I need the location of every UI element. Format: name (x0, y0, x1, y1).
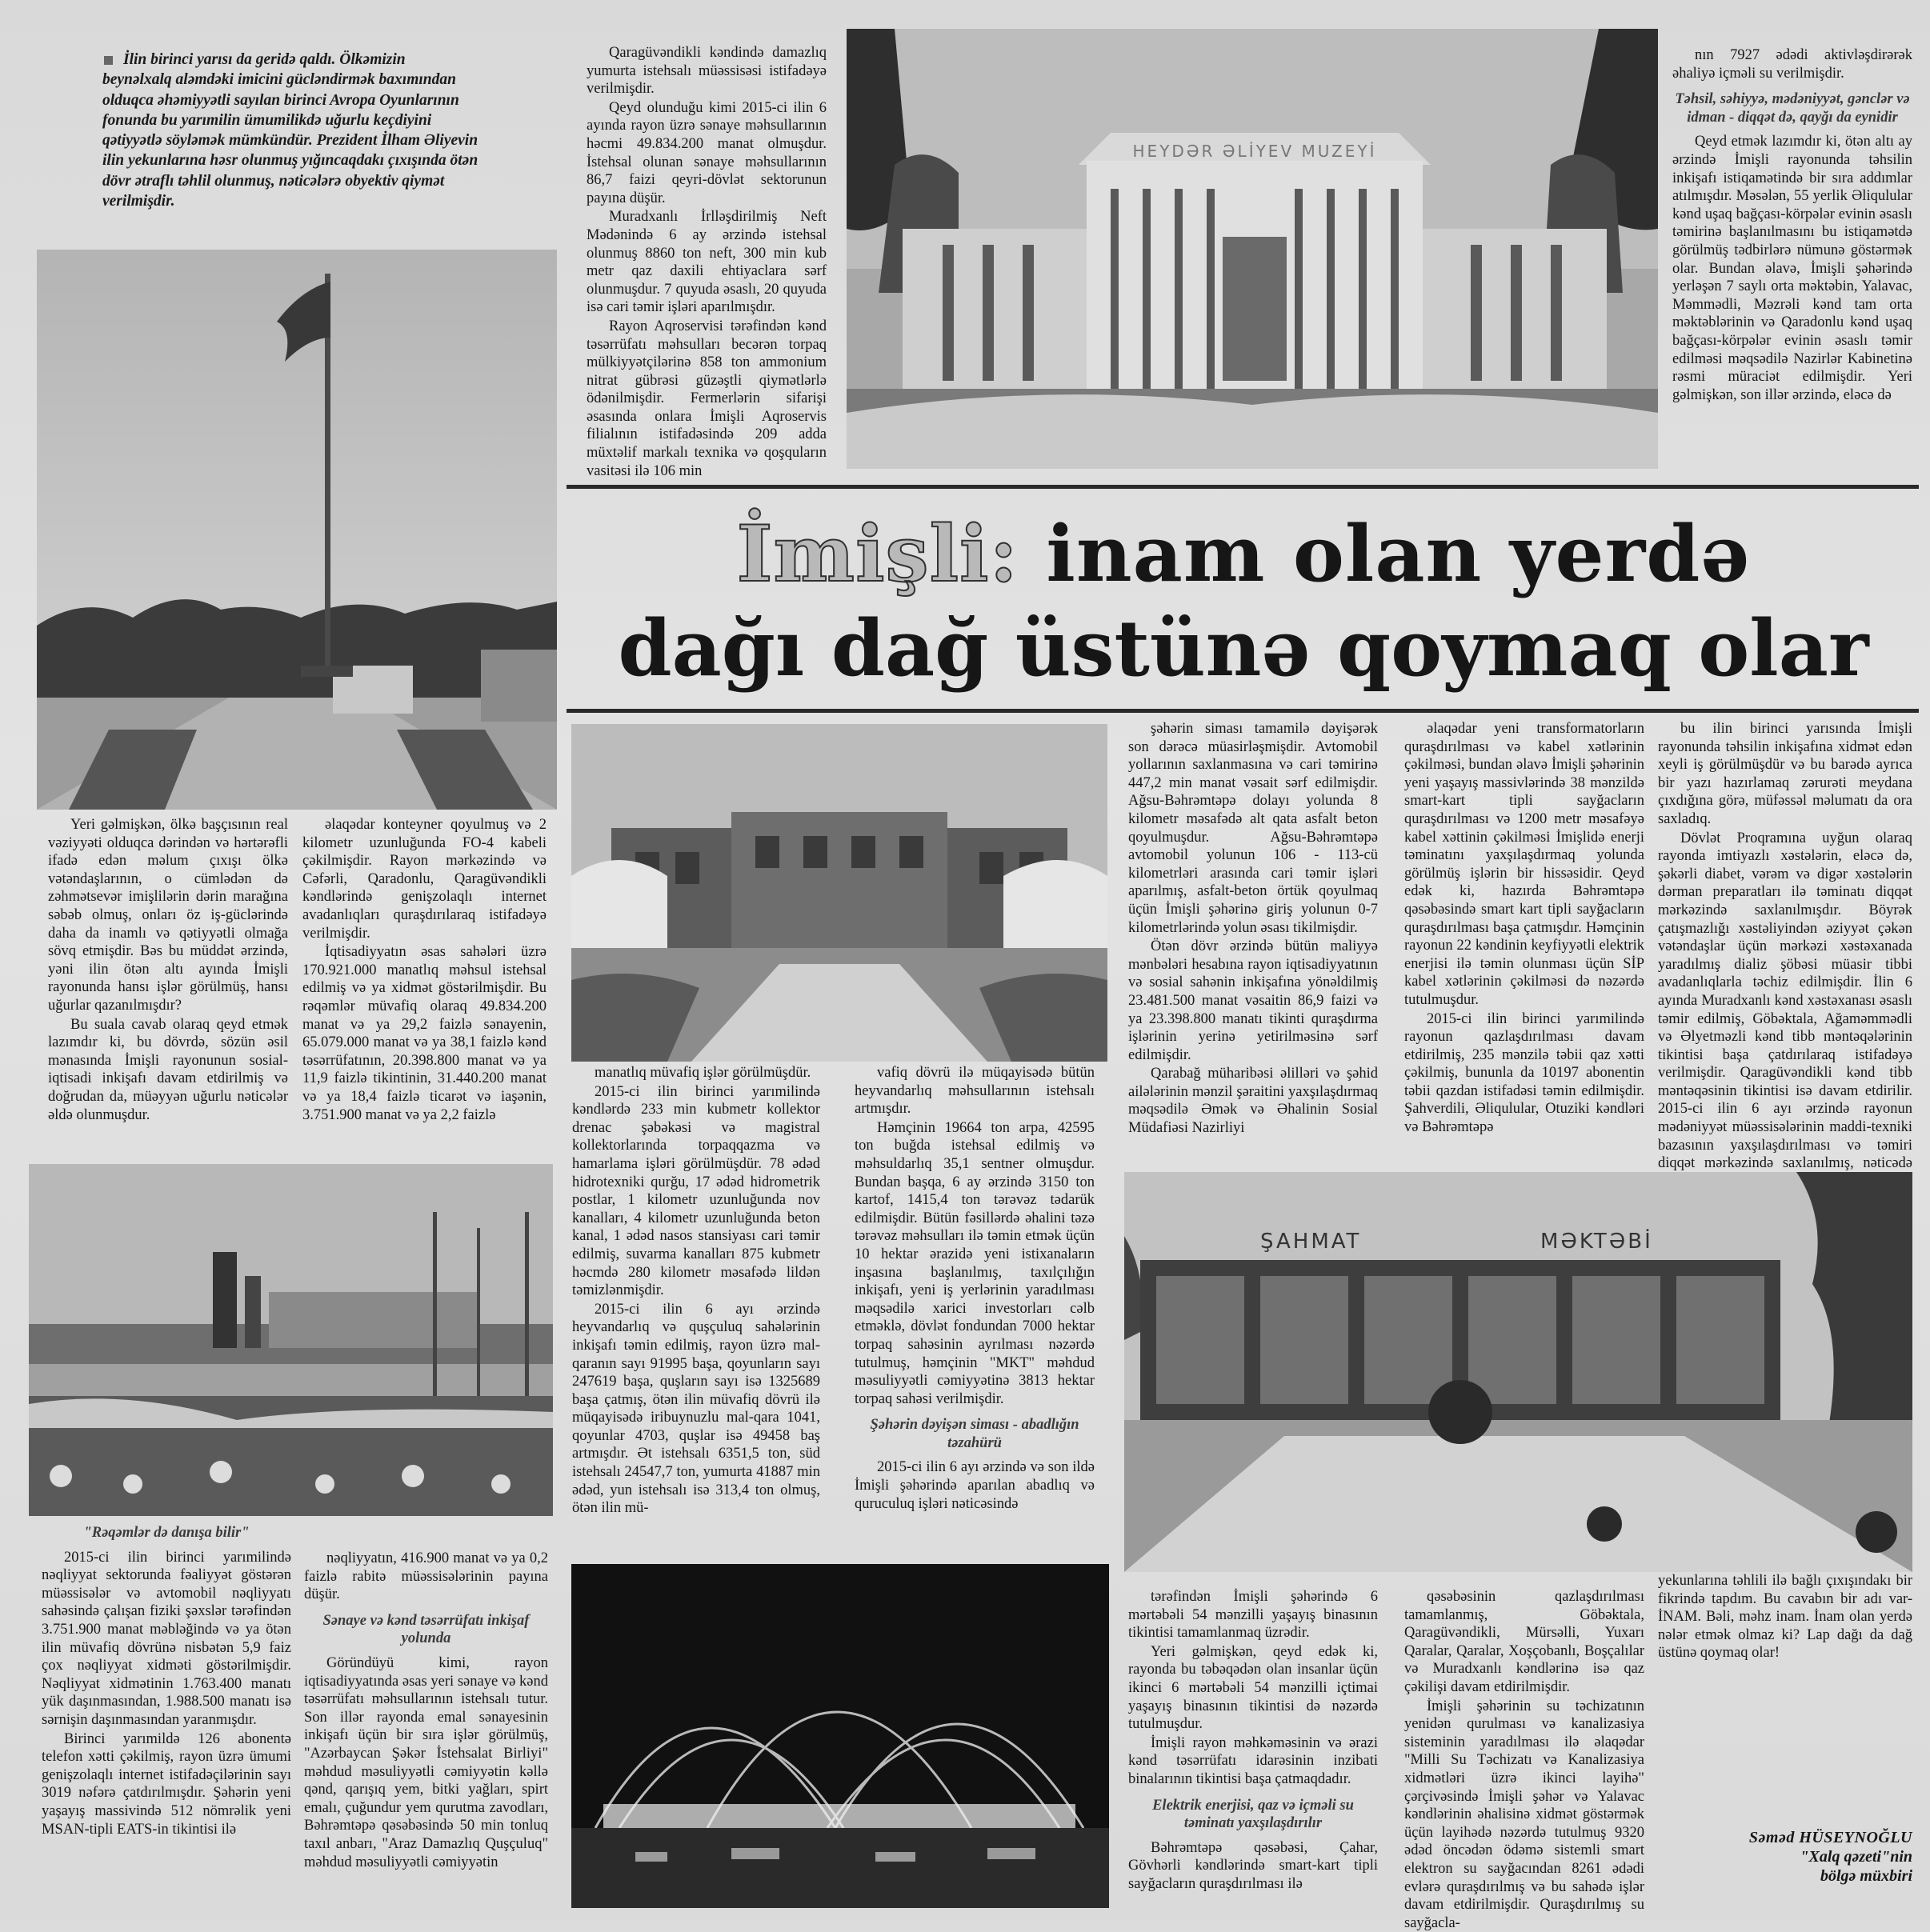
column-4 (855, 1064, 1095, 1568)
paragraph: manatlıq müvafiq işlər görülmüşdür. (595, 1065, 811, 1081)
paragraph: əlaqədar yeni transformatorların quraşdırılması və kabel xətlərinin çəkilməsi, bundan əlavə İmişli şəhərinin yeni yaşayış massivlərində 38 mənzildə smart-kart tipli sayğacların quraşdırılması və 1200 metr məsafəyə kabel xəttinin çəkilməsi İmişlidə enerji təminatını yaxşılaşdırmaq yolunda görülmüş işlərin bir hissəsidir. Qeyd edək ki, hazırda Bəhrəmtəpə qəsəbəsində smart kart tipli sayğacların quraşdırılması başa çatmışdır. Həmçinin rayonun 22 kəndinin keyfiyyətli elektrik enerjisi ilə təmin olunması üçün SİP kabel xətlərinin çəkilməsi də nəzərdə tutulmuşdur. (1404, 721, 1644, 1008)
headline-top-rule (567, 485, 1919, 489)
column-top-right (1672, 46, 1912, 482)
headline-word-imishli: İmişli: (736, 509, 1019, 599)
author-name: Səməd HÜSEYNOĞLU (1748, 1829, 1912, 1846)
paragraph: İmişli rayon məhkəməsinin və ərazi kənd təsərrüfatı idarəsinin inzibati binalarının tikintisi başa çatmaqdadır. (1128, 1734, 1378, 1787)
paragraph: Qeyd olunduğu kimi 2015-ci ilin 6 ayında rayon üzrə sənaye məhsullarının həcmi 49.834.200 manat olmuşdur. İstehsal olunan sənaye məhsullarının 86,7 faizi qeyri-dövlət sektorunun payına düşür. (587, 99, 827, 206)
column-b6 (1404, 1588, 1644, 1931)
chess-sign-right: MƏKTƏBİ (1540, 1230, 1653, 1254)
paragraph: 2015-ci ilin 6 ayı ərzində heyvandarlıq və quşçuluq sahələrinin inkişafı təmin edilmiş, rayon üzrə mal-qaranın sayı 91995 başa, qoyunların sayı 247619 başa, quşların sayı isə 1325689 başa çatmış, ötən ilin müvafiq dövrü ilə müqayisədə iribuynuzlu mal-qara 1041, qoyunlar 4703, quşlar isə 49458 baş artmışdır. Ət istehsalı 6351,5 ton, süd istehsalı 24547,7 ton, yumurta 41887 min ədəd, yun istehsalı isə 313,4 ton olmuş, ötən ilin mü- (572, 1301, 820, 1517)
subheading: Təhsil, səhiyyə, mədəniyyət, gənclər və idman - diqqət də, qayğı da eynidir (1675, 91, 1910, 126)
photo-chess-school (1124, 1172, 1912, 1572)
column-6 (1404, 720, 1644, 1168)
column-1 (48, 816, 288, 1158)
column-2 (302, 816, 547, 1158)
column-b5 (1128, 1588, 1378, 1916)
paragraph: tərəfindən İmişli şəhərində 6 mərtəbəli 54 mənzilli yaşayış binasının tikintisi tamamlanmaq üzrədir. (1128, 1589, 1378, 1642)
paragraph: Muradxanlı İrlləşdirilmiş Neft Mədənində 6 ay ərzində istehsal olunmuş 8860 ton neft, 300 min kub metr qaz daxili ehtiyaclara sərf olunmuşdur. 7 quyuda əsaslı, 20 quyuda isə cari təmir işləri aparılmışdır. (587, 209, 827, 316)
headline-bottom-rule (567, 709, 1919, 713)
headline-line-2: dağı dağ üstünə qoymaq olar (618, 603, 1869, 694)
photo-industrial-area (29, 1164, 553, 1516)
paragraph: Bəhrəmtəpə qəsəbəsi, Çahar, Gövhərli kəndlərində smart-kart tipli sayğacların quraşdırılması ilə (1128, 1839, 1378, 1892)
headline-line-1 (563, 510, 1924, 598)
paragraph: Qeyd etmək lazımdır ki, ötən altı ay ərzində İmişli rayonunda təhsilin inkişafı istiqamətində bir sıra addımlar atılmışdır. Məsələn, 55 yerlik Əliqulular kənd uşaq bağçası-körpələr evinin əsaslı təmirinə başlanılmasını bu istiqamətdə görülmüş tədbirlərə nümunə göstərmək olar. Bundan əlavə, İmişli şəhərində yerləşən 7 saylı orta məktəbin, Yalavac, Məmmədli, Məzrəli kənd tam orta məktəblərinin və Qaradonlu kənd uşaq bağçası-körpələr evinin əsaslı təmir edilməsi məqsədilə Nazirlər Kabinetinə rəsmi müraciət edilmişdir. Yeri gəlmişkən, son illər ərzində, eləcə də (1672, 134, 1912, 403)
author-role-line-2: bölgə müxbiri (1820, 1867, 1912, 1885)
subheading: "Rəqəmlər də danışa bilir" (83, 1525, 250, 1541)
paragraph: qəsəbəsinin qazlaşdırılması tamamlanmış, Göbəktala, Qaragüvəndikli, Mürsəlli, Yuxarı Qaralar, Qaralar, Xoşçobanlı, Boşçalılar və Muradxanlı kəndlərinə isə qaz çəkilişi davam etdirilmişdir. (1404, 1589, 1644, 1695)
paragraph: Bu suala cavab olaraq qeyd etmək lazımdır ki, bu dövrdə, sözün əsil mənasında İmişli rayonunun sosial-iqtisadi inkişafı davam etdirilmiş və doğrudan da, müəyyən uğurlu nəticələr əldə olunmuşdur. (48, 1016, 288, 1123)
photo-museum (847, 29, 1658, 469)
paragraph: əlaqədar konteyner qoyulmuş və 2 kilometr uzunluğunda FO-4 kabeli çəkilmişdir. Rayon mərkəzində və Cəfərli, Qaradonlu, Qaragüvəndikli kəndlərində genişzolaqlı internet avadanlıqları quraşdırılaraq istifadəyə verilmişdir. (302, 817, 547, 942)
paragraph: İmişli şəhərinin su təchizatının yenidən qurulması və kanalizasiya sisteminin yaradılması ilə əlaqədar "Milli Su Təchizatı və Kanalizasiya xidmətləri üzrə ikinci layihə" çərçivəsində İmişli şəhər və Yalavac kəndlərinin əhalisinə xidmət göstərmək üçün layihədə nəzərdə tutulmuş 9320 ədəd öncədən ödəmə sistemli smart elektron su sayğacından 8261 ədədi evlərə quraşdırılmış və bu sahədə işlər davam etdirilmişdir. Quraşdırılmış su sayğacla- (1404, 1698, 1644, 1931)
paragraph: vafiq dövrü ilə müqayisədə bütün heyvandarlıq məhsullarının istehsalı artmışdır. (855, 1065, 1095, 1118)
paragraph: Həmçinin 19664 ton arpa, 42595 ton buğda istehsal edilmiş və məhsuldarlıq 35,1 sentner olmuşdur. Bundan başqa, 6 ay ərzində 3150 ton kartof, 1415,4 ton tərəvəz tədarük edilmişdir. Bütün fəsillərdə əhalini təzə tərəvəz məhsulları ilə təmin etmək üçün 10 hektar ərazidə yeni istixanaların inşasına başlanılmış, taxılçılığın inkişafı, yeni iş yerlərinin yaradılması məqsədilə xarici investorları cəlb etməklə, dövlət fondundan 7000 hektar torpaq sahəsinin ayrılması nəzərdə tutulmuş, həmçinin "MKT" məhdud məsuliyyətli cəmiyyətinə 3813 hektar torpaq sahəsi verilmişdir. (855, 1119, 1095, 1407)
paragraph: nın 7927 ədədi aktivləşdirərək əhaliyə içməli su verilmişdir. (1672, 47, 1912, 82)
column-b2 (304, 1550, 548, 1916)
author-signature (1656, 1828, 1912, 1886)
column-3 (572, 1064, 820, 1568)
paragraph: Birinci yarımildə 126 abonentə telefon xətti çəkilmiş, rayon üzrə ümumi genişzolaqlı internet istifadəçilərinin sayı 3019 nəfərə çatdırılmışdır. Şəhərin yeni yaşayış massivində 512 nömrəlik yeni MSAN-tipli EATS-in tikintisi ilə (42, 1730, 291, 1838)
paragraph: Yeri gəlmişkən, ölkə başçısının real vəziyyəti olduqca dərindən və hərtərəfli ifadə edən məlum çıxışı ölkə vətəndaşlarının, o cümlədən də zəhmətsevər imişlilərin dərin marağına səbəb olmuş, onları öz iş-güclərində daha da inamlı və qətiyyətli olmağa sövq etmişdir. Bəs bu müddət ərzində, yəni ilin ötən altı ayında İmişli rayonunda hansı işlər görülmüş, hansı uğurlar qazanılmışdır? (48, 817, 288, 1014)
photo-fountain-night (571, 1564, 1109, 1908)
author-role-line-1: "Xalq qəzeti"nin (1800, 1848, 1912, 1866)
subheading: Elektrik enerjisi, qaz və içməli su təminatı yaxşılaşdırılır (1152, 1797, 1354, 1832)
paragraph: Qarabağ müharibəsi əlilləri və şəhid ailələrinin mənzil şəraitini yaxşılaşdırmaq məqsədilə Əmək və Əhalinin Sosial Müdafiəsi Nazirliyi (1128, 1066, 1378, 1137)
headline (563, 496, 1924, 704)
paragraph: 2015-ci ilin birinci yarımilində kəndlərdə 233 min kubmetr kollektor drenac şəbəkəsi və magistral kollektorlarında torpaqqazma və hamarlama işləri görülmüşdür. 78 ədəd hidrotexniki qurğu, 17 ədəd hidrometrik postlar, 1 kilometr uzunluğunda nov kanalları, 4 kilometr uzunluğunda beton kanal, 1 ədəd nasos stansiyası cari təmir edilmiş, suvarma kanalları 875 kubmetr həcmdə 280 kilometr məsafədə lildən təmizlənmişdir. (572, 1083, 820, 1299)
paragraph: 2015-ci ilin 6 ayı ərzində və son ildə İmişli şəhərində aparılan abadlıq və quruculuq işləri nəticəsində (855, 1459, 1095, 1512)
paragraph: Yeri gəlmişkən, qeyd edək ki, rayonda bu təbəqədən olan insanlar üçün ikinci 6 mərtəbəli 54 mənzilli içtimai yaşayış binasının tikintisi də nəzərdə tutulmuşdur. (1128, 1643, 1378, 1733)
museum-sign-text: HEYDƏR ƏLİYEV MUZEYİ (1132, 142, 1377, 161)
paragraph: İqtisadiyyatın əsas sahələri üzrə 170.921.000 manatlıq məhsul istehsal edilmiş və ya xidmət göstərilmişdir. Bu rəqəmlər müvafiq olaraq 49.834.200 manat və ya 29,2 faizlə sənayenin, 65.079.000 manat və ya 38,1 faizlə kənd təsərrüfatının, 20.398.800 manat və ya 11,9 faizlə tikintinin, 31.440.200 manat və ya 18,4 faizlə ticarət və iaşənin, 3.751.900 manat və ya 2,2 faizlə (302, 944, 547, 1123)
chess-sign-left: ŞAHMAT (1260, 1230, 1362, 1254)
column-top-middle (587, 44, 827, 479)
paragraph: 2015-ci ilin birinci yarımilində nəqliyyat sektorunda fəaliyyət göstərən müəssisələr və avtomobil nəqliyyatı sahəsində çalışan fiziki şəxslər tərəfindən 3.751.900 manat məbləğində və ya ötən ilin müvafiq dövrünə nisbətən 5,9 faiz çox nəqliyyat xidməti göstərilmişdir. Nəqliyyat xidmətinin 1.763.400 manatı yük daşınmasından, 1.988.500 manatı isə sərnişin daşınmasından yaranmışdır. (42, 1549, 291, 1728)
paragraph: Dövlət Proqramına uyğun olaraq rayonda imtiyazlı xəstələrin, eləcə də, şəkərli diabet, vərəm və digər xəstələrin dərman preparatları ilə təminatı diqqət mərkəzində saxlanılmışdır. Böyrək çatışmazlığı xəstəliyindən əziyyət çəkən vətəndaşlar üçün mərkəzi xəstəxanada yaradılmış dializ şöbəsi müasir tibbi avadanlıqlarla təchiz edilmişdir. İlin 6 ayında Muradxanlı kənd xəstəxanası əsaslı təmir edilmiş, Göbəktala, Ağaməmmədli və Əlyetməzli kənd tibb məntəqələrinin tikintisi başa çatdırılaraq istifadəyə verilmişdir. Qaragüvəndikli kənd tibb məntəqəsinin tikintisi isə davam etdirilir. 2015-ci ilin 6 ayı ərzində rayonun mədəniyyət müəssisələrinin maddi-texniki bazasının yaxşılaşdırılması və təmiri diqqət mərkəzində saxlanılmış, nəticədə (1658, 830, 1912, 1172)
paragraph: şəhərin siması tamamilə dəyişərək son dərəcə müasirləşmişdir. Avtomobil yollarının saxlanmasına və cari təmirinə 447,2 min manat vəsait sərf edilmişdir. Ağsu-Bəhrəmtəpə dolayı yolunda 8 kilometr məsafədə alt qata asfalt beton qoyulmuşdur. Ağsu-Bəhrəmtəpə avtomobil yolunun 106 - 113-cü kilometrləri arasında cari təmir işləri aparılmış, asfalt-beton örtük qoyulmaq üçün İmişli şəhərinə giriş yolunun 0-7 kilometrlərində yolun əsası tikilmişdir. (1128, 721, 1378, 936)
paragraph: Göründüyü kimi, rayon iqtisadiyyatında əsas yeri sənaye və kənd təsərrüfatı məhsullarının istehsalı tutur. Son illər rayonda emal sənayesinin inkişafı üçün bir sıra işlər görülmüş, "Azərbaycan Şəkər İstehsalat Birliyi" məhdud məsuliyyətli cəmiyyətin kəllə qənd, qarışıq yem, bitki yağları, spirt emalı, çuğundur yem qurutma zavodları, Bəhrəmtəpə qəsəbəsində 50 min tonluq taxıl anbarı, "Araz Damazlıq Quşçuluq" məhdud məsuliyyətli cəmiyyətin (304, 1654, 548, 1870)
paragraph: yekunlarına təhlili ilə bağlı çıxışındakı bir fikrində tapdım. Bu cavabın bir adı var- İNAM. Bəli, məhz inam. İnam olan yerdə nələr etmək olmaz ki? Lap dağı da dağ üstünə qoymaq olar! (1658, 1572, 1912, 1662)
photo-flag-square (37, 250, 557, 810)
lead-paragraph (102, 50, 478, 211)
subheading: Sənaye və kənd təsərrüfatı inkişaf yolunda (322, 1612, 530, 1647)
paragraph: Qaragüvəndikli kəndində damazlıq yumurta istehsalı müəssisəsi istifadəyə verilmişdir. (587, 45, 827, 98)
paragraph: 2015-ci ilin birinci yarımilində rayonun qazlaşdırılması davam etdirilmiş, 235 mənzilə təbii qaz xətti çəkilmiş, bununla da 10197 abonentin təbii qazdan istifadəsi təmin edilmişdir. Şahverdili, Əliqulular, Otuziki kəndləri və Bəhrəmtəpə (1404, 1010, 1644, 1136)
paragraph: bu ilin birinci yarısında İmişli rayonunda təhsilin inkişafına xidmət edən xeyli iş görülmüşdür və bu barədə ayrıca bir yazı hazırlamaq zərurəti meydana çıxdığına görə, müfəssəl məlumatı da ora saxladıq. (1658, 721, 1912, 827)
paragraph: Rayon Aqroservisi tərəfindən kənd təsərrüfatı məhsulları becərən torpaq mülkiyyətçilərinə 858 ton ammonium nitrat gübrəsi güzəştli qiymətlərlə ödənilmişdir. Fermerlərin sifarişi əsasında onlara İmişli Aqroservis filialının istifadəsində 209 adda müxtəlif markalı texnika və qoşquların vasitəsi ilə 106 min (587, 318, 827, 479)
column-5 (1128, 720, 1378, 1168)
headline-line-1-rest: inam olan yerdə (1046, 509, 1751, 599)
paragraph: nəqliyyatın, 416.900 manat və ya 0,2 faizlə rabitə müəssisələrinin payına düşür. (304, 1550, 548, 1603)
paragraph: Ötən dövr ərzində bütün maliyyə mənbələri hesabına rayon iqtisadiyyatının və sosial sahənin inkişafına yönəldilmiş 23.481.500 manat vəsaitin 86,9 faizi və ya 23.398.800 manatı tikinti quraşdırma işlərinin yerinə yetirilməsinə sərf edilmişdir. (1128, 938, 1378, 1063)
subheading: Şəhərin dəyişən siması - abadlığın təzahürü (870, 1417, 1079, 1451)
lead-text: İlin birinci yarısı da geridə qaldı. Ölkəmizin beynəlxalq aləmdəki imicini gücləndirmək baxımından olduqca əhəmiyyətli sayılan birinci Avropa Oyunlarının fonunda bu yarımilin ümumilikdə uğurlu keçdiyini qətiyyətlə söyləmək mümkündür. Prezident İlham Əliyevin ilin yekunlarına həsr olunmuş yığıncaqdakı çıxışında ötən dövr ətraflı təhlil olunmuş, nəticələrə obyektiv qiymət verilmişdir. (102, 51, 478, 210)
column-b1 (42, 1524, 291, 1916)
photo-admin-building (571, 724, 1107, 1062)
